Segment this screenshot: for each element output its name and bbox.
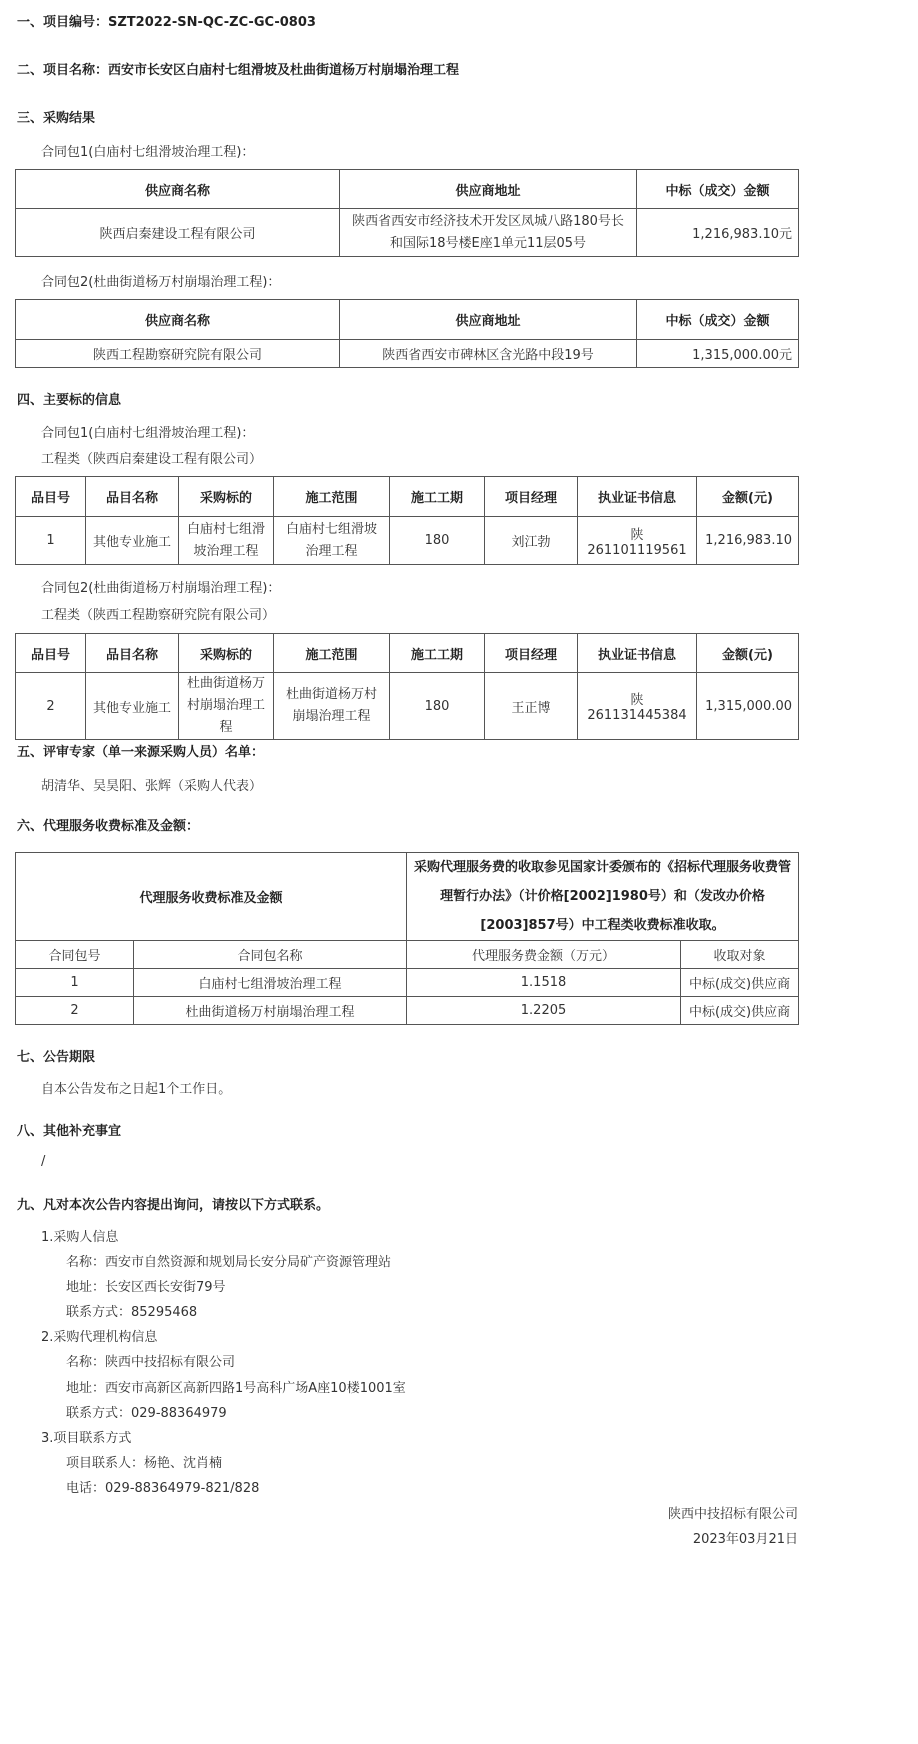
header-package-name: 合同包名称 [134,941,407,969]
signature-organization: 陕西中技招标有限公司 [667,1507,798,1522]
header-supplier-name: 供应商名称 [16,170,340,209]
project-contact-title: 3.项目联系方式 [41,1431,132,1446]
agency-address: 地址：西安市高新区高新四路1号高科广场A座10楼1001室 [66,1381,406,1396]
amount: 1,216,983.10 [697,517,799,565]
header-procurement-target: 采购标的 [179,477,274,517]
agency-name: 名称：陕西中技招标有限公司 [66,1355,236,1370]
header-duration: 施工工期 [390,634,485,673]
header-item-no: 品目号 [16,477,86,517]
header-supplier-address: 供应商地址 [340,170,637,209]
header-supplier-address: 供应商地址 [340,300,637,340]
category-1: 工程类（陕西启秦建设工程有限公司） [41,452,263,467]
section-procurement-result: 三、采购结果 [17,111,96,126]
winning-amount: 1,216,983.10元 [637,209,799,257]
duration: 180 [390,517,485,565]
category-2: 工程类（陕西工程勘察研究院有限公司） [41,608,276,623]
section-agency-fee: 六、代理服务收费标准及金额： [17,819,200,834]
section-experts: 五、评审专家（单一来源采购人员）名单： [17,745,265,760]
fee-amount: 1.2205 [407,997,681,1025]
item-no: 1 [16,517,86,565]
package1-title: 合同包1(白庙村七组滑坡治理工程)： [41,145,255,160]
items-table-2 [15,633,799,740]
supplier-address: 陕西省西安市碑林区含光路中段19号 [340,340,637,368]
package-no: 1 [16,969,134,997]
table-row [16,969,799,997]
package-name: 杜曲街道杨万村崩塌治理工程 [134,997,407,1025]
procurement-target: 白庙村七组滑坡治理工程 [179,517,274,565]
agency-info-title: 2.采购代理机构信息 [41,1330,158,1345]
header-scope: 施工范围 [274,634,390,673]
section-other: 八、其他补充事宜 [17,1124,122,1139]
result-table-2 [15,299,799,368]
purchaser-address: 地址：长安区西长安街79号 [66,1280,226,1295]
purchaser-phone: 联系方式：85295468 [66,1305,198,1320]
package-name: 白庙村七组滑坡治理工程 [134,969,407,997]
certificate: 陕261131445384 [578,673,697,740]
supplier-name: 陕西启秦建设工程有限公司 [16,209,340,257]
fee-label: 代理服务收费标准及金额 [16,853,407,941]
header-amount: 金额(元) [697,477,799,517]
item-name: 其他专业施工 [86,673,179,740]
header-amount: 金额(元) [697,634,799,673]
project-name: 二、项目名称：西安市长安区白庙村七组滑坡及杜曲街道杨万村崩塌治理工程 [17,63,460,78]
item-no: 2 [16,673,86,740]
procurement-target: 杜曲街道杨万村崩塌治理工程 [179,673,274,740]
header-scope: 施工范围 [274,477,390,517]
section-notice-period: 七、公告期限 [17,1050,96,1065]
manager: 刘江勃 [485,517,578,565]
result-table-1 [15,169,799,257]
header-manager: 项目经理 [485,634,578,673]
fee-description: 采购代理服务费的收取参见国家计委颁布的《招标代理服务收费管理暂行办法》（计价格[2002]1980号）和（发改办价格[2003]857号）中工程类收费标准收取。 [407,853,799,941]
header-duration: 施工工期 [390,477,485,517]
certificate: 陕261101119561 [578,517,697,565]
header-winning-amount: 中标（成交）金额 [637,300,799,340]
supplier-address: 陕西省西安市经济技术开发区凤城八路180号长和国际18号楼E座1单元11层05号 [340,209,637,257]
supplier-name: 陕西工程勘察研究院有限公司 [16,340,340,368]
signature-date: 2023年03月21日 [692,1532,798,1547]
header-certificate: 执业证书信息 [578,634,697,673]
header-supplier-name: 供应商名称 [16,300,340,340]
duration: 180 [390,673,485,740]
other-matters: / [41,1154,46,1169]
header-winning-amount: 中标（成交）金额 [637,170,799,209]
manager: 王正博 [485,673,578,740]
charge-target: 中标(成交)供应商 [681,997,799,1025]
section-contact: 九、凡对本次公告内容提出询问，请按以下方式联系。 [17,1198,330,1213]
header-manager: 项目经理 [485,477,578,517]
table-row [16,997,799,1025]
project-contact-phone: 电话：029-88364979-821/828 [66,1481,260,1496]
experts-list: 胡清华、吴昊阳、张辉（采购人代表） [41,779,263,794]
section-main-items: 四、主要标的信息 [17,393,122,408]
header-item-no: 品目号 [16,634,86,673]
purchaser-info-title: 1.采购人信息 [41,1230,119,1245]
header-fee-amount: 代理服务费金额（万元） [407,941,681,969]
agency-phone: 联系方式：029-88364979 [66,1406,227,1421]
purchaser-name: 名称：西安市自然资源和规划局长安分局矿产资源管理站 [66,1255,392,1270]
scope: 白庙村七组滑坡治理工程 [274,517,390,565]
item-name: 其他专业施工 [86,517,179,565]
fee-amount: 1.1518 [407,969,681,997]
fee-table [15,852,799,1025]
package2-title: 合同包2(杜曲街道杨万村崩塌治理工程)： [41,275,281,290]
header-certificate: 执业证书信息 [578,477,697,517]
package2-title: 合同包2(杜曲街道杨万村崩塌治理工程)： [41,581,281,596]
charge-target: 中标(成交)供应商 [681,969,799,997]
project-contact-person: 项目联系人：杨艳、沈肖楠 [66,1456,223,1471]
scope: 杜曲街道杨万村崩塌治理工程 [274,673,390,740]
notice-period: 自本公告发布之日起1个工作日。 [41,1082,232,1097]
package-no: 2 [16,997,134,1025]
package1-title: 合同包1(白庙村七组滑坡治理工程)： [41,426,255,441]
project-number: 一、项目编号：SZT2022-SN-QC-ZC-GC-0803 [17,15,316,30]
header-charge-target: 收取对象 [681,941,799,969]
header-package-no: 合同包号 [16,941,134,969]
winning-amount: 1,315,000.00元 [637,340,799,368]
items-table-1 [15,476,799,565]
header-item-name: 品目名称 [86,477,179,517]
header-procurement-target: 采购标的 [179,634,274,673]
amount: 1,315,000.00 [697,673,799,740]
header-item-name: 品目名称 [86,634,179,673]
